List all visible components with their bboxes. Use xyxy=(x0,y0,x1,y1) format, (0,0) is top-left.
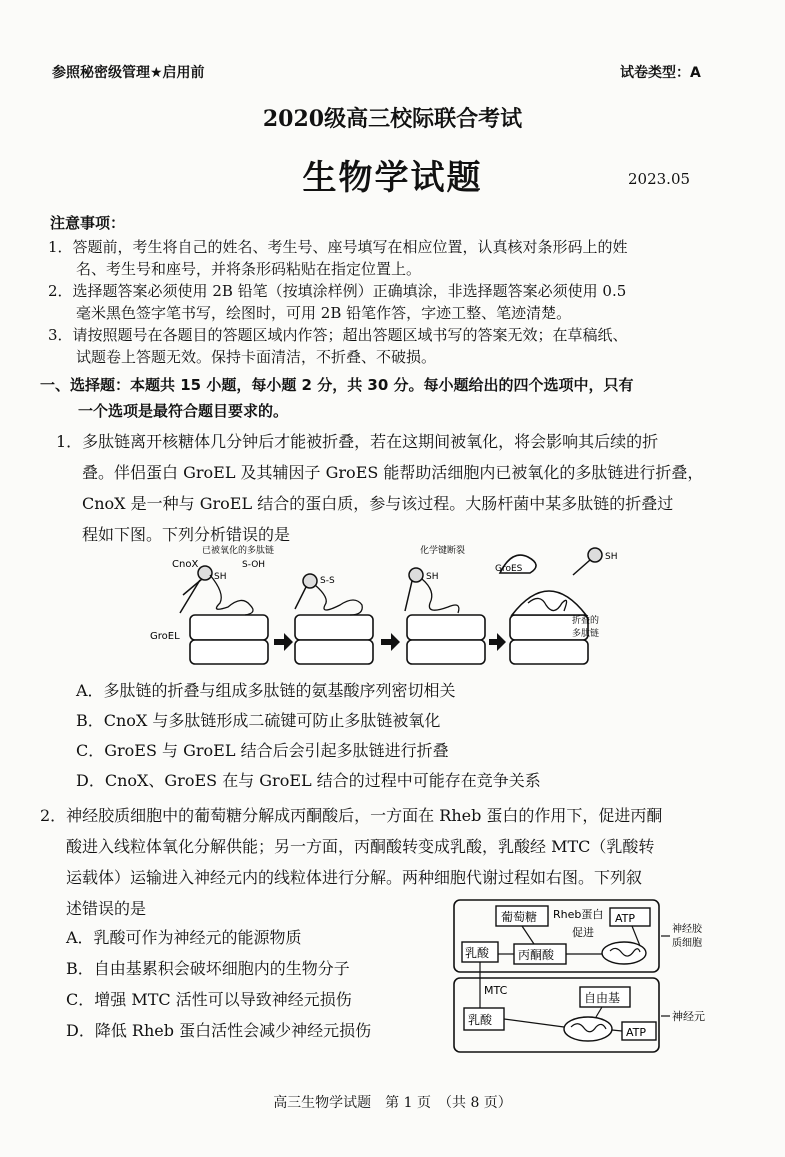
atp-label-neuron: ATP xyxy=(626,1026,647,1039)
oxidized-chain-label: 已被氧化的多肽链 xyxy=(202,546,275,556)
neuron-label: 神经元 xyxy=(672,1010,705,1023)
notice-list xyxy=(48,236,768,368)
atp-label-glia: ATP xyxy=(615,912,636,925)
question-1-options xyxy=(76,676,766,796)
question-2-options xyxy=(66,922,426,1046)
glucose-label: 葡萄糖 xyxy=(501,910,538,924)
option-c[interactable]: C．增强 MTC 活性可以导致神经元损伤 xyxy=(66,990,352,1009)
question-2-stem: 2．神经胶质细胞中的葡萄糖分解成丙酮酸后，一方面在 Rheb 蛋白的作用下，促进丙酮 酸进入线粒体氧化分解供能；另一方面，丙酮酸转变成乳酸，乳酸经 MTC（乳酸转 运载体）运输进入神经元内的线粒体进行分解。两种细胞代谢过程如右图。下列叙 述错误的是 xyxy=(40,806,663,918)
question-1-stem: 1．多肽链离开核糖体几分钟后才能被折叠，若在这期间被氧化，将会影响其后续的折 叠。伴侣蛋白 GroEL 及其辅因子 GroES 能帮助活细胞内已被氧化的多肽链进行折叠， CnoX 是一种与 GroEL 结合的蛋白质，参与该过程。大肠杆菌中某多肽链的折叠过 程如下图。下列分析错误的是 xyxy=(56,432,704,544)
groel-label: GroEL xyxy=(150,631,180,642)
option-c[interactable]: C．GroES 与 GroEL 结合后会引起多肽链进行折叠 xyxy=(76,741,449,760)
pyruvate-label: 丙酮酸 xyxy=(518,948,555,962)
option-d[interactable]: D．CnoX、GroES 在与 GroEL 结合的过程中可能存在竞争关系 xyxy=(76,771,541,790)
cell-metabolism-figure xyxy=(450,896,725,1058)
s-oh-label: S-OH xyxy=(242,560,266,570)
cnox-label: CnoX xyxy=(172,559,199,570)
notice-item: 1．答题前，考生将自己的姓名、考生号、座号填写在相应位置，认真核对条形码上的姓 名、考生号和座号，并将条形码粘贴在指定位置上。 xyxy=(48,238,628,278)
notice-heading: 注意事项： xyxy=(50,214,126,232)
bond-break-label: 化学键断裂 xyxy=(420,546,466,556)
glia-label-2: 质细胞 xyxy=(672,938,702,949)
sh-label-2: SH xyxy=(426,572,439,582)
exam-title: 2020级高三校际联合考试 xyxy=(262,106,523,132)
promote-label: 促进 xyxy=(572,926,594,939)
rheb-label: Rheb蛋白 xyxy=(553,908,604,921)
mtc-label: MTC xyxy=(484,984,508,997)
notice-item: 3．请按照题号在各题目的答题区域内作答；超出答题区域书写的答案无效；在草稿纸、 试题卷上答题无效。保持卡面清洁，不折叠、不破损。 xyxy=(48,326,628,366)
folded-label-2: 多肽链 xyxy=(572,629,600,639)
option-d[interactable]: D．降低 Rheb 蛋白活性会减少神经元损伤 xyxy=(66,1021,372,1040)
option-b[interactable]: B．自由基累积会破坏细胞内的生物分子 xyxy=(66,959,350,978)
sh-label-1: SH xyxy=(214,572,227,582)
option-a[interactable]: A．乳酸可作为神经元的能源物质 xyxy=(66,928,302,947)
notice-item: 2．选择题答案必须使用 2B 铅笔（按填涂样例）正确填涂，非选择题答案必须使用 0.5 毫米黑色签字笔书写，绘图时，可用 2B 铅笔作答，字迹工整、笔迹清楚。 xyxy=(48,282,627,322)
paper-type: 试卷类型：A xyxy=(620,65,701,81)
lactate-label-neuron: 乳酸 xyxy=(468,1013,493,1027)
ss-label: S-S xyxy=(320,576,335,586)
section-heading: 一、选择题：本题共 15 小题，每小题 2 分，共 30 分。每小题给出的四个选项中，只有 一个选项是最符合题目要求的。 xyxy=(40,376,634,420)
lactate-label-glia: 乳酸 xyxy=(465,946,490,960)
glia-label-1: 神经胶 xyxy=(672,924,702,935)
sh-label-3: SH xyxy=(605,552,618,562)
option-a[interactable]: A．多肽链的折叠与组成多肽链的氨基酸序列密切相关 xyxy=(76,681,456,700)
groel-folding-figure xyxy=(150,543,630,668)
radical-label: 自由基 xyxy=(584,991,621,1005)
groes-label: GroES xyxy=(495,564,523,574)
page-footer: 高三生物学试题 第 1 页 （共 8 页） xyxy=(273,1095,512,1111)
option-b[interactable]: B．CnoX 与多肽链形成二硫键可防止多肽链被氧化 xyxy=(76,711,441,730)
confidential-label: 参照秘密级管理★启用前 xyxy=(52,65,205,81)
exam-date: 2023.05 xyxy=(628,170,691,188)
folded-label-1: 折叠的 xyxy=(572,616,600,626)
subject-title: 生物学试题 xyxy=(302,158,483,198)
